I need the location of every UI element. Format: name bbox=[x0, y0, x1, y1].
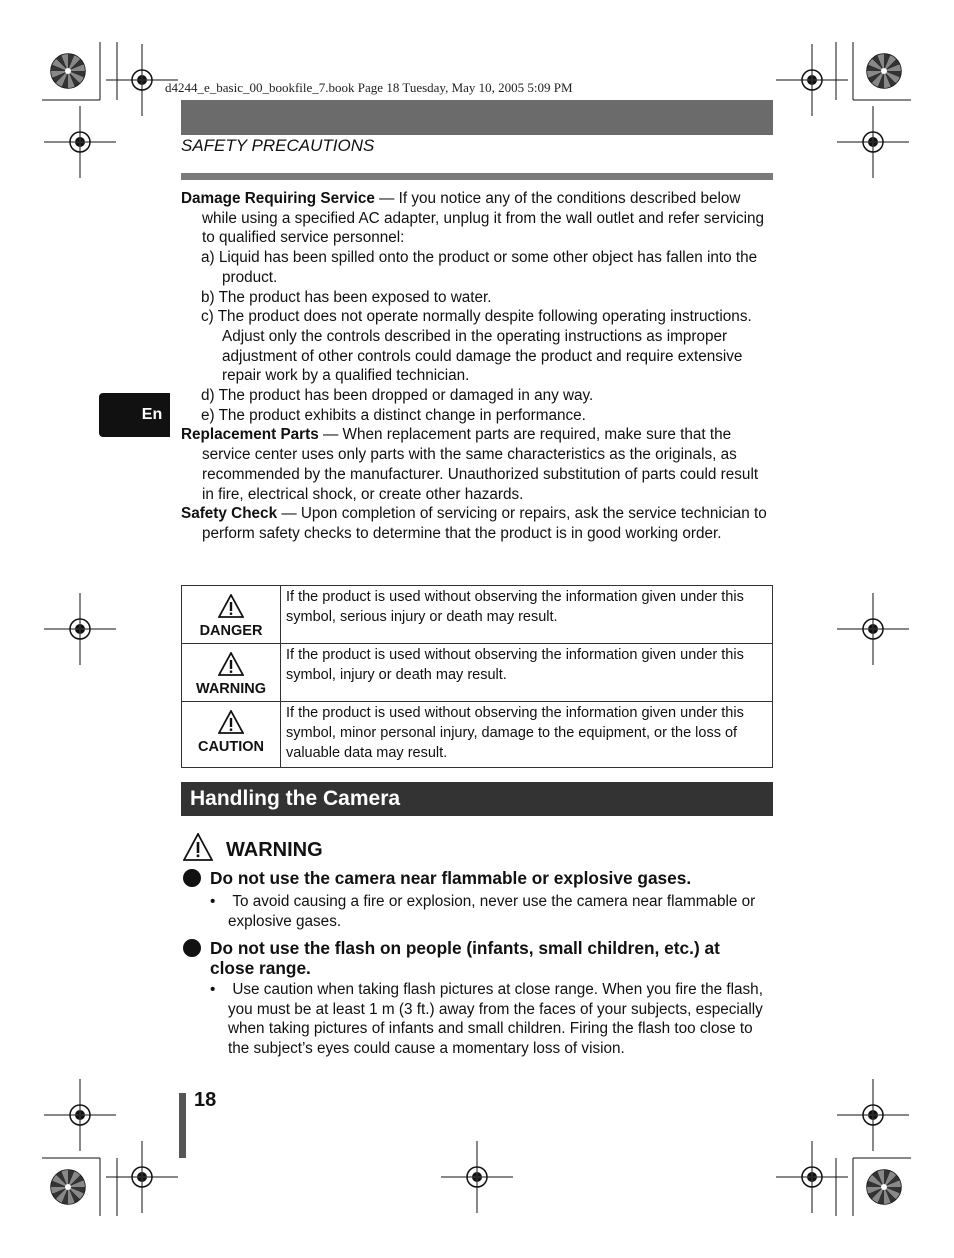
body-text bbox=[181, 189, 773, 544]
replacement-label: Replacement Parts bbox=[181, 426, 319, 444]
warning-item-heading-text: Do not use the camera near flammable or explosive gases. bbox=[210, 868, 692, 888]
safety-check-paragraph bbox=[181, 504, 773, 543]
warning-triangle-icon bbox=[183, 833, 213, 861]
hazard-label-cell bbox=[182, 702, 281, 768]
warning-heading bbox=[183, 833, 323, 862]
hazard-description: If the product is used without observing the information given under this symbol, injury or death may result. bbox=[281, 644, 773, 702]
hazard-label: CAUTION bbox=[197, 739, 265, 755]
page-number: 18 bbox=[194, 1089, 217, 1111]
hazard-label: WARNING bbox=[195, 681, 267, 697]
condition-item: a) Liquid has been spilled onto the product or some other object has fallen into the product. bbox=[201, 249, 758, 286]
page-number-bar bbox=[179, 1093, 186, 1158]
warning-item-detail-text: To avoid causing a fire or explosion, never use the camera near flammable or explosive gases. bbox=[228, 893, 756, 930]
hazard-row-warning bbox=[182, 644, 773, 702]
hazard-label-cell bbox=[182, 586, 281, 644]
condition-item: c) The product does not operate normally despite following operating instructions. Adjust only the controls described in the operating instructions as improper adjustment of other controls could damage the product and require extensive repair work by a qualified technician. bbox=[201, 308, 752, 385]
replacement-text: — When replacement parts are required, make sure that the service center uses only parts with the same characteristics as the originals, as recommended by the manufacturer. Unauthorized substitution of parts could result in fire, electrical shock, or create other hazards. bbox=[202, 426, 759, 503]
hazard-description: If the product is used without observing the information given under this symbol, serious injury or death may result. bbox=[281, 586, 773, 644]
warning-item-heading bbox=[183, 868, 773, 888]
section-title: Handling the Camera bbox=[181, 782, 773, 816]
condition-item: e) The product exhibits a distinct change in performance. bbox=[201, 406, 586, 424]
hazard-description: If the product is used without observing the information given under this symbol, minor personal injury, damage to the equipment, or the loss of valuable data may result. bbox=[281, 702, 773, 768]
section-header: SAFETY PRECAUTIONS bbox=[181, 136, 375, 155]
hazard-row-danger bbox=[182, 586, 773, 644]
bullet-dot-icon bbox=[183, 939, 201, 957]
warning-item-detail-text: Use caution when taking flash pictures at close range. When you fire the flash, you must be at least 1 m (3 ft.) away from the faces of your subjects, especially when taking pictures of infants and small children. Firing the flash too close to the subject’s eyes could cause a momentary loss of vision. bbox=[228, 981, 763, 1058]
warning-triangle-icon bbox=[218, 710, 244, 734]
language-tab bbox=[99, 393, 170, 437]
hazard-table bbox=[181, 585, 773, 768]
warning-item-detail: • Use caution when taking flash pictures at close range. When you fire the flash, you must be at least 1 m (3 ft.) away from the faces of your subjects, especially when taking pictures of infants and small children. Firing the flash too close to the subject’s eyes could cause a momentary loss of vision. bbox=[210, 981, 763, 1058]
warning-item-heading-text: Do not use the flash on people (infants, small children, etc.) at close range. bbox=[210, 938, 720, 978]
warning-triangle-icon bbox=[218, 594, 244, 618]
header-bar bbox=[181, 100, 773, 135]
hazard-label: DANGER bbox=[199, 623, 263, 639]
damage-text: — If you notice any of the conditions described below while using a specified AC adapter, unplug it from the wall outlet and refer servicing to qualified service personnel: bbox=[202, 190, 765, 247]
book-info: d4244_e_basic_00_bookfile_7.book Page 18 Tuesday, May 10, 2005 5:09 PM bbox=[165, 80, 573, 95]
replacement-paragraph bbox=[181, 425, 773, 504]
warning-item-detail: • To avoid causing a fire or explosion, never use the camera near flammable or explosive gases. bbox=[210, 893, 756, 930]
safety-check-label: Safety Check bbox=[181, 505, 278, 523]
warning-item-heading bbox=[183, 938, 763, 978]
safety-check-text: — Upon completion of servicing or repairs, ask the service technician to perform safety checks to determine that the product is in good working order. bbox=[202, 505, 767, 542]
warning-label: WARNING bbox=[226, 839, 323, 861]
condition-item: d) The product has been dropped or damaged in any way. bbox=[201, 387, 594, 405]
condition-item: b) The product has been exposed to water. bbox=[201, 288, 492, 306]
hazard-label-cell bbox=[182, 644, 281, 702]
warning-triangle-icon bbox=[218, 652, 244, 676]
bullet-dot-icon bbox=[183, 869, 201, 887]
language-tab-label: En bbox=[141, 406, 163, 423]
hazard-row-caution bbox=[182, 702, 773, 768]
section-rule bbox=[181, 173, 773, 180]
damage-label: Damage Requiring Service bbox=[181, 190, 375, 207]
damage-paragraph bbox=[181, 189, 773, 248]
